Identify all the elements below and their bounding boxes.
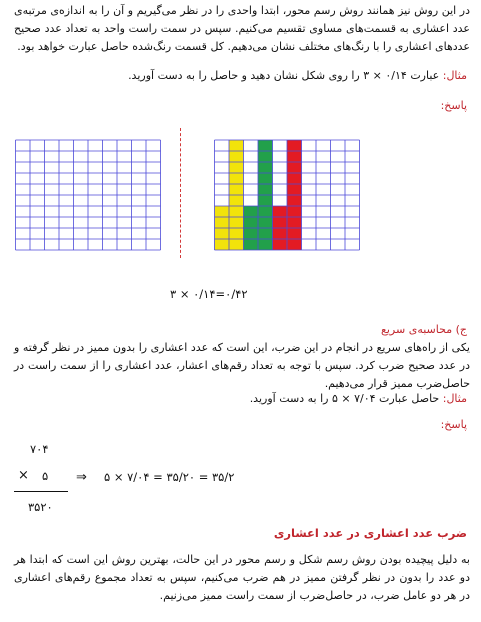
colored-grid bbox=[214, 139, 360, 251]
filled-cell bbox=[244, 217, 259, 228]
product-line bbox=[14, 491, 68, 492]
filled-cell bbox=[229, 239, 244, 250]
filled-cell bbox=[229, 173, 244, 184]
filled-cell bbox=[258, 140, 273, 151]
filled-cell bbox=[273, 239, 288, 250]
filled-cell bbox=[215, 228, 230, 239]
filled-cell bbox=[258, 239, 273, 250]
multiplier: ۵ bbox=[42, 469, 49, 483]
top-number: ۷۰۴ bbox=[30, 442, 49, 456]
equation: ۵ × ۷/۰۴ = ۳۵/۲۰ = ۳۵/۲ bbox=[104, 470, 235, 484]
section-c-title: ج) محاسبه‌ی سریع bbox=[381, 323, 467, 336]
filled-cell bbox=[229, 151, 244, 162]
section-decimal-paragraph: به دلیل پیچیده بودن روش رسم شکل و رسم محور در این حالت، بهترین روش این است که ابتدا هر دو عدد را بدون در نظر گرفتن ممیز در هم ضرب می‌کنیم، سپس به تعداد مجموع رقم‌های اعشاری در هر دو عامل ضرب، در حاصل‌ضرب از سمت راست ممیز می‌زنیم. bbox=[14, 553, 470, 602]
filled-cell bbox=[258, 217, 273, 228]
filled-cell bbox=[273, 206, 288, 217]
filled-cell bbox=[287, 239, 302, 250]
example-2 bbox=[11, 391, 467, 407]
filled-cell bbox=[229, 162, 244, 173]
dashed-divider bbox=[180, 128, 181, 258]
filled-cell bbox=[229, 228, 244, 239]
filled-cell bbox=[287, 151, 302, 162]
result-1: ۳ × ۰/۱۴=۰/۴۲ bbox=[170, 287, 248, 301]
times-sign: × bbox=[18, 468, 29, 483]
filled-cell bbox=[229, 217, 244, 228]
filled-cell bbox=[258, 195, 273, 206]
filled-cell bbox=[287, 195, 302, 206]
implies-arrow: ⇒ bbox=[76, 470, 87, 485]
filled-cell bbox=[258, 173, 273, 184]
filled-cell bbox=[273, 217, 288, 228]
filled-cell bbox=[273, 228, 288, 239]
filled-cell bbox=[287, 206, 302, 217]
filled-cell bbox=[258, 184, 273, 195]
section-c-paragraph: یکی از راه‌های سریع در انجام در این ضرب، این است که عدد اعشاری را بدون ممیز در نظر گرفته و در عدد صحیح ضرب کرد. سپس با توجه به تعداد رقم‌های اعشار، عدد اعشاری را از سمت راست در حاصل‌ضرب ممیز قرار می‌دهیم. bbox=[14, 341, 470, 390]
product: ۳۵۲۰ bbox=[28, 500, 53, 514]
filled-cell bbox=[287, 162, 302, 173]
filled-cell bbox=[287, 140, 302, 151]
filled-cell bbox=[287, 184, 302, 195]
section-decimal-title: ضرب عدد اعشاری در عدد اعشاری bbox=[273, 526, 467, 540]
filled-cell bbox=[258, 228, 273, 239]
filled-cell bbox=[244, 206, 259, 217]
filled-cell bbox=[244, 228, 259, 239]
filled-cell bbox=[287, 228, 302, 239]
filled-cell bbox=[258, 206, 273, 217]
filled-cell bbox=[229, 140, 244, 151]
example-text: عبارت ۰/۱۴ × ۳ را روی شکل نشان دهید و حاصل را به دست آورید. bbox=[128, 69, 443, 82]
filled-cell bbox=[244, 239, 259, 250]
filled-cell bbox=[229, 206, 244, 217]
filled-cell bbox=[229, 195, 244, 206]
filled-cell bbox=[287, 173, 302, 184]
filled-cell bbox=[215, 206, 230, 217]
filled-cell bbox=[287, 217, 302, 228]
filled-cell bbox=[215, 239, 230, 250]
filled-cell bbox=[215, 217, 230, 228]
filled-cell bbox=[258, 151, 273, 162]
example-1 bbox=[11, 68, 467, 84]
example-label-2: مثال: bbox=[442, 392, 467, 405]
answer-label-1: پاسخ: bbox=[440, 99, 467, 112]
intro-paragraph: در این روش نیز همانند روش رسم محور، ابتدا واحدی را در نظر می‌گیریم و آن را به اندازه‌ی مرتبه‌ی عدد اعشاری به قسمت‌های مساوی تقسیم می‌کنیم. سپس در سمت راست واحد به تعداد عدد صحیح عددهای اعشاری را با رنگ‌های مختلف نشان می‌دهیم. کل قسمت رنگ‌شده حاصل عبارت خواهد بود. bbox=[14, 4, 470, 53]
example-label: مثال: bbox=[442, 69, 467, 82]
filled-cell bbox=[258, 162, 273, 173]
example-text-2: حاصل عبارت ۷/۰۴ × ۵ را به دست آورید. bbox=[249, 392, 443, 405]
answer-label-2: پاسخ: bbox=[440, 418, 467, 431]
filled-cell bbox=[229, 184, 244, 195]
empty-grid bbox=[15, 139, 161, 251]
